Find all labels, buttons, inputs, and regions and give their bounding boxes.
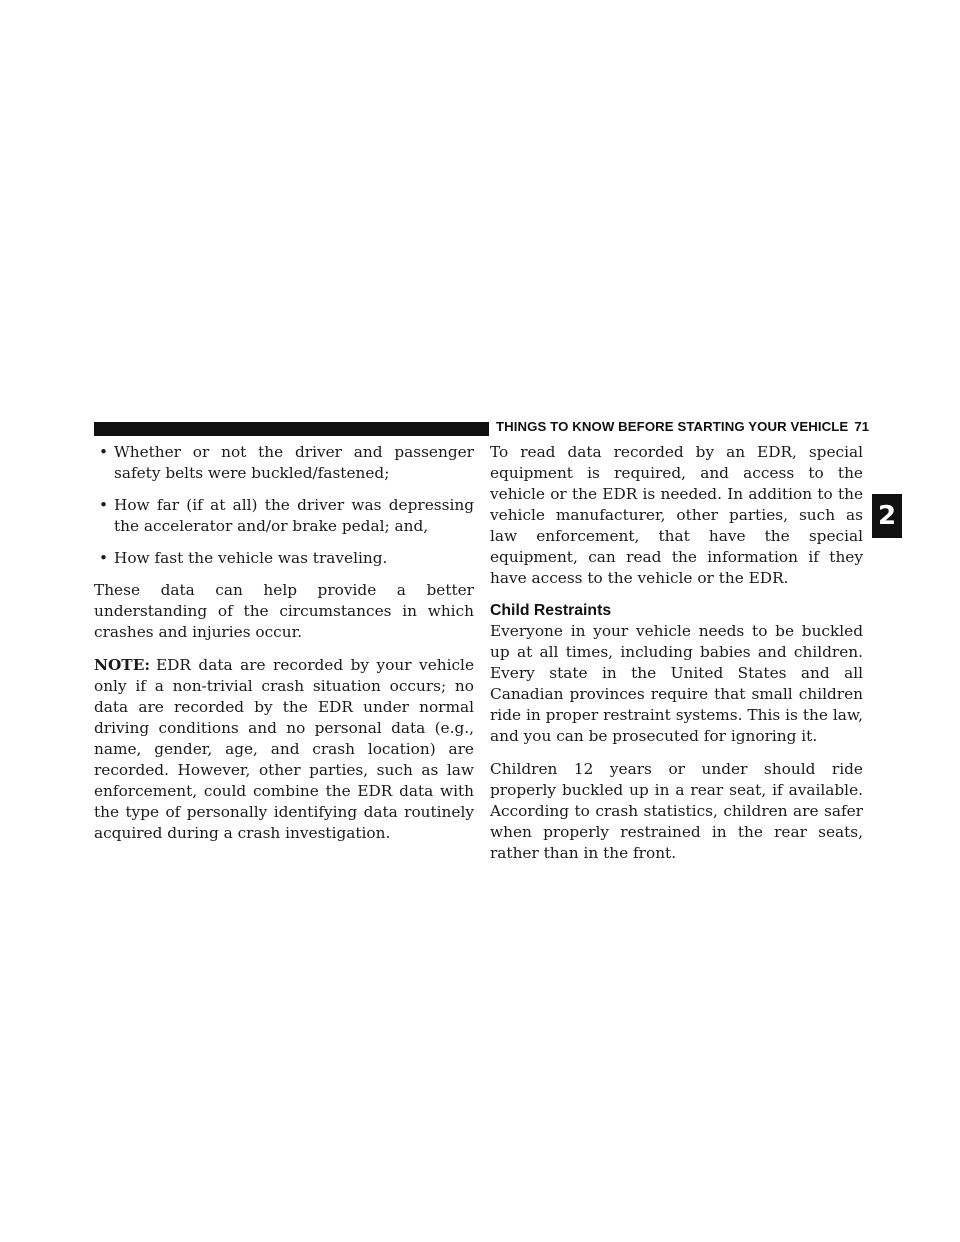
right-column bbox=[490, 442, 863, 876]
bullet-item bbox=[94, 548, 474, 569]
body-paragraph: These data can help provide a better understanding of the circumstances in which crashes and injuries occur. bbox=[94, 581, 474, 641]
bullet-dot: • bbox=[99, 549, 109, 567]
body-paragraph: Everyone in your vehicle needs to be buckled up at all times, including babies and children. Every state in the United States and all Canadian provinces require that small children ride in proper restraint systems. This is the law, and you can be prosecuted for ignoring it. bbox=[490, 622, 863, 745]
left-column bbox=[94, 442, 474, 856]
note-paragraph bbox=[94, 655, 474, 844]
bullet-item bbox=[94, 495, 474, 537]
header-bar bbox=[94, 422, 489, 436]
bullet-text: How fast the vehicle was traveling. bbox=[114, 549, 388, 567]
bullet-dot: • bbox=[99, 443, 109, 461]
bullet-text: Whether or not the driver and passenger safety belts were buckled/fastened; bbox=[114, 443, 474, 482]
section-heading: Child Restraints bbox=[490, 602, 612, 619]
body-paragraph: To read data recorded by an EDR, special equipment is required, and access to the vehicle or the EDR is needed. In addition to the vehicle manufacturer, other parties, such as law enforcement, that have the special equipment, can read the information if they have access to the vehicle or the EDR. bbox=[490, 443, 863, 587]
bullet-text: How far (if at all) the driver was depressing the accelerator and/or brake pedal; and, bbox=[114, 496, 474, 535]
bullet-dot: • bbox=[99, 496, 109, 514]
page-number: 71 bbox=[854, 419, 870, 434]
note-label: NOTE: bbox=[94, 656, 150, 674]
chapter-tab: 2 bbox=[872, 494, 902, 538]
running-header bbox=[496, 419, 868, 434]
header-title: THINGS TO KNOW BEFORE STARTING YOUR VEHICLE bbox=[496, 419, 849, 434]
note-text: EDR data are recorded by your vehicle only if a non-trivial crash situation occurs; no data are recorded by the EDR under normal driving conditions and no personal data (e.g., name, gender, age, and crash location) are recorded. However, other parties, such as law enforcement, could combine the EDR data with the type of personally identifying data routinely acquired during a crash investigation. bbox=[94, 656, 474, 842]
bullet-item bbox=[94, 442, 474, 484]
body-paragraph: Children 12 years or under should ride properly buckled up in a rear seat, if available. According to crash statistics, children are safer when properly restrained in the rear seats, rather than in the front. bbox=[490, 760, 863, 862]
